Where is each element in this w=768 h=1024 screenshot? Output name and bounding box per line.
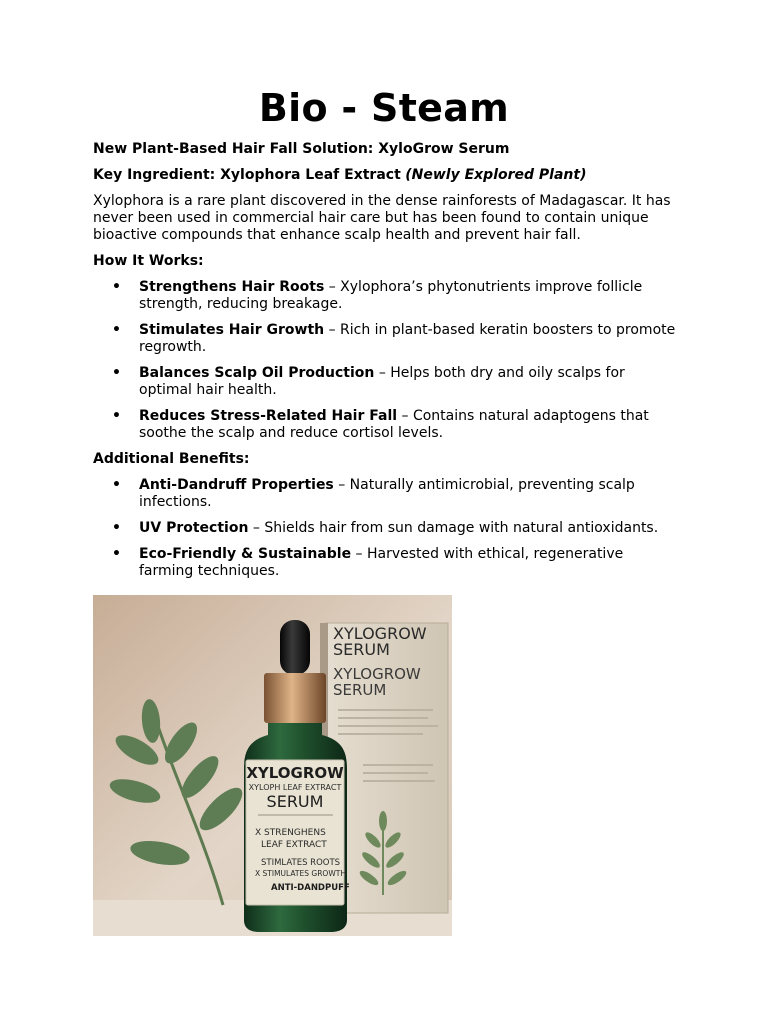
item-term: Strengthens Hair Roots xyxy=(139,279,325,295)
dropper-bulb xyxy=(280,620,310,675)
box-text-3: XYLOGROW xyxy=(333,665,421,683)
item-term: Stimulates Hair Growth xyxy=(139,322,325,338)
item-desc: – Shields hair from sun damage with natural antioxidants. xyxy=(248,520,659,536)
key-ingredient-label: Key Ingredient: Xylophora Leaf Extract xyxy=(93,167,401,183)
page-title: Bio - Steam xyxy=(258,86,510,130)
benefits-list xyxy=(93,477,678,580)
subtitle: New Plant-Based Hair Fall Solution: XyloGrow Serum xyxy=(93,141,510,157)
how-it-works-heading: How It Works: xyxy=(93,253,204,269)
bullet: • xyxy=(112,477,121,493)
label-feature-5: ANTI-DANDPUFF xyxy=(271,883,350,893)
bullet: • xyxy=(112,365,121,381)
product-photo xyxy=(93,595,452,936)
box-text-4: SERUM xyxy=(333,681,387,699)
item-desc: – Xylophora’s phytonutrients improve follicle strength, reducing breakage. xyxy=(139,279,643,312)
bullet: • xyxy=(112,322,121,338)
item-term: Anti-Dandruff Properties xyxy=(139,477,334,493)
bullet: • xyxy=(112,546,121,562)
benefits-heading: Additional Benefits: xyxy=(93,451,250,467)
item-term: Eco-Friendly & Sustainable xyxy=(139,546,352,562)
list-item xyxy=(93,365,678,399)
how-it-works-list xyxy=(93,279,678,442)
list-item xyxy=(93,279,678,313)
box-text-2: SERUM xyxy=(333,640,390,659)
key-ingredient xyxy=(93,167,678,184)
list-item xyxy=(93,520,678,537)
item-desc: – Harvested with ethical, regenerative farming techniques. xyxy=(139,546,624,579)
label-name: SERUM xyxy=(266,792,324,811)
bullet: • xyxy=(112,408,121,424)
bottle-collar xyxy=(264,673,326,723)
label-subtitle: XYLOPH LEAF EXTRACT xyxy=(248,783,342,792)
list-item xyxy=(93,546,678,580)
label-feature-4: X STIMULATES GROWTH xyxy=(255,869,346,878)
item-desc: – Helps both dry and oily scalps for optimal hair health. xyxy=(139,365,625,398)
item-term: Balances Scalp Oil Production xyxy=(139,365,375,381)
label-feature-3: STIMLATES ROOTS xyxy=(261,858,341,868)
product-image xyxy=(93,595,452,936)
bullet: • xyxy=(112,520,121,536)
label-brand: XYLOGROW xyxy=(246,764,344,782)
item-term: UV Protection xyxy=(139,520,249,536)
item-term: Reduces Stress-Related Hair Fall xyxy=(139,408,398,424)
item-desc: – Contains natural adaptogens that soothe the scalp and reduce cortisol levels. xyxy=(139,408,649,441)
key-ingredient-note: (Newly Explored Plant) xyxy=(405,167,587,183)
document-body xyxy=(93,141,678,589)
list-item xyxy=(93,477,678,511)
list-item xyxy=(93,322,678,356)
label-feature-2: LEAF EXTRACT xyxy=(261,840,327,850)
item-desc: – Naturally antimicrobial, preventing scalp infections. xyxy=(139,477,635,510)
item-desc: – Rich in plant-based keratin boosters to promote regrowth. xyxy=(139,322,676,355)
list-item xyxy=(93,408,678,442)
bullet: • xyxy=(112,279,121,295)
box-text-1: XYLOGROW xyxy=(333,624,427,643)
intro-paragraph: Xylophora is a rare plant discovered in the dense rainforests of Madagascar. It has never been used in commercial hair care but has been found to contain unique bioactive compounds that enhance scalp health and prevent hair fall. xyxy=(93,193,671,243)
label-feature-1: X STRENGHENS xyxy=(255,828,326,838)
